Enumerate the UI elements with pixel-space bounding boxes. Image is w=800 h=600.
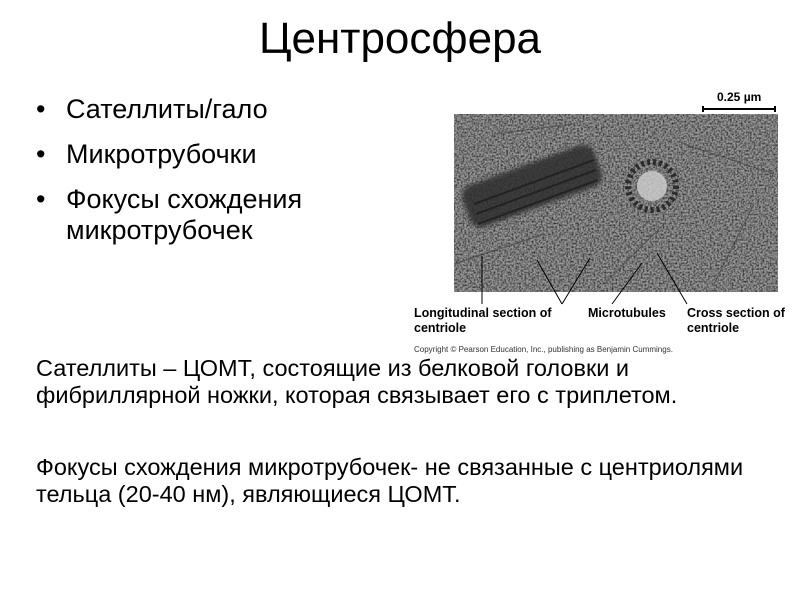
bullet-item — [36, 184, 406, 246]
bullet-text: Сателлиты/гало — [66, 94, 268, 124]
caption-cross-section: Cross section of centriole — [687, 306, 785, 335]
bullet-list — [36, 94, 406, 260]
paragraph-satellites: Сателлиты – ЦОМТ, состоящие из белковой головки и фибриллярной ножки, которая связывает его с триплетом. — [36, 355, 678, 408]
caption-longitudinal-section: Longitudinal section of centriole — [414, 306, 552, 335]
bullet-item — [36, 94, 406, 125]
caption-microtubules: Microtubules — [588, 306, 666, 320]
paragraph-foci: Фокусы схождения микротрубочек- не связанные с центриолями тельца (20-40 нм), являющиеся ЦОМТ. — [36, 454, 744, 507]
bullet-item — [36, 139, 406, 170]
scale-bar — [702, 106, 776, 112]
electron-micrograph — [454, 114, 778, 292]
bullet-text: Фокусы схождения микротрубочек — [66, 184, 303, 245]
bullet-text: Микротрубочки — [66, 139, 257, 169]
bullet-dot: • — [36, 94, 46, 124]
micrograph-figure — [412, 88, 785, 358]
bullet-dot: • — [36, 184, 46, 214]
copyright-note: Copyright © Pearson Education, Inc., publishing as Benjamin Cummings. — [414, 345, 673, 354]
slide-title: Центросфера — [258, 14, 542, 63]
bullet-dot: • — [36, 139, 46, 169]
scale-bar-label: 0.25 µm — [717, 90, 762, 104]
